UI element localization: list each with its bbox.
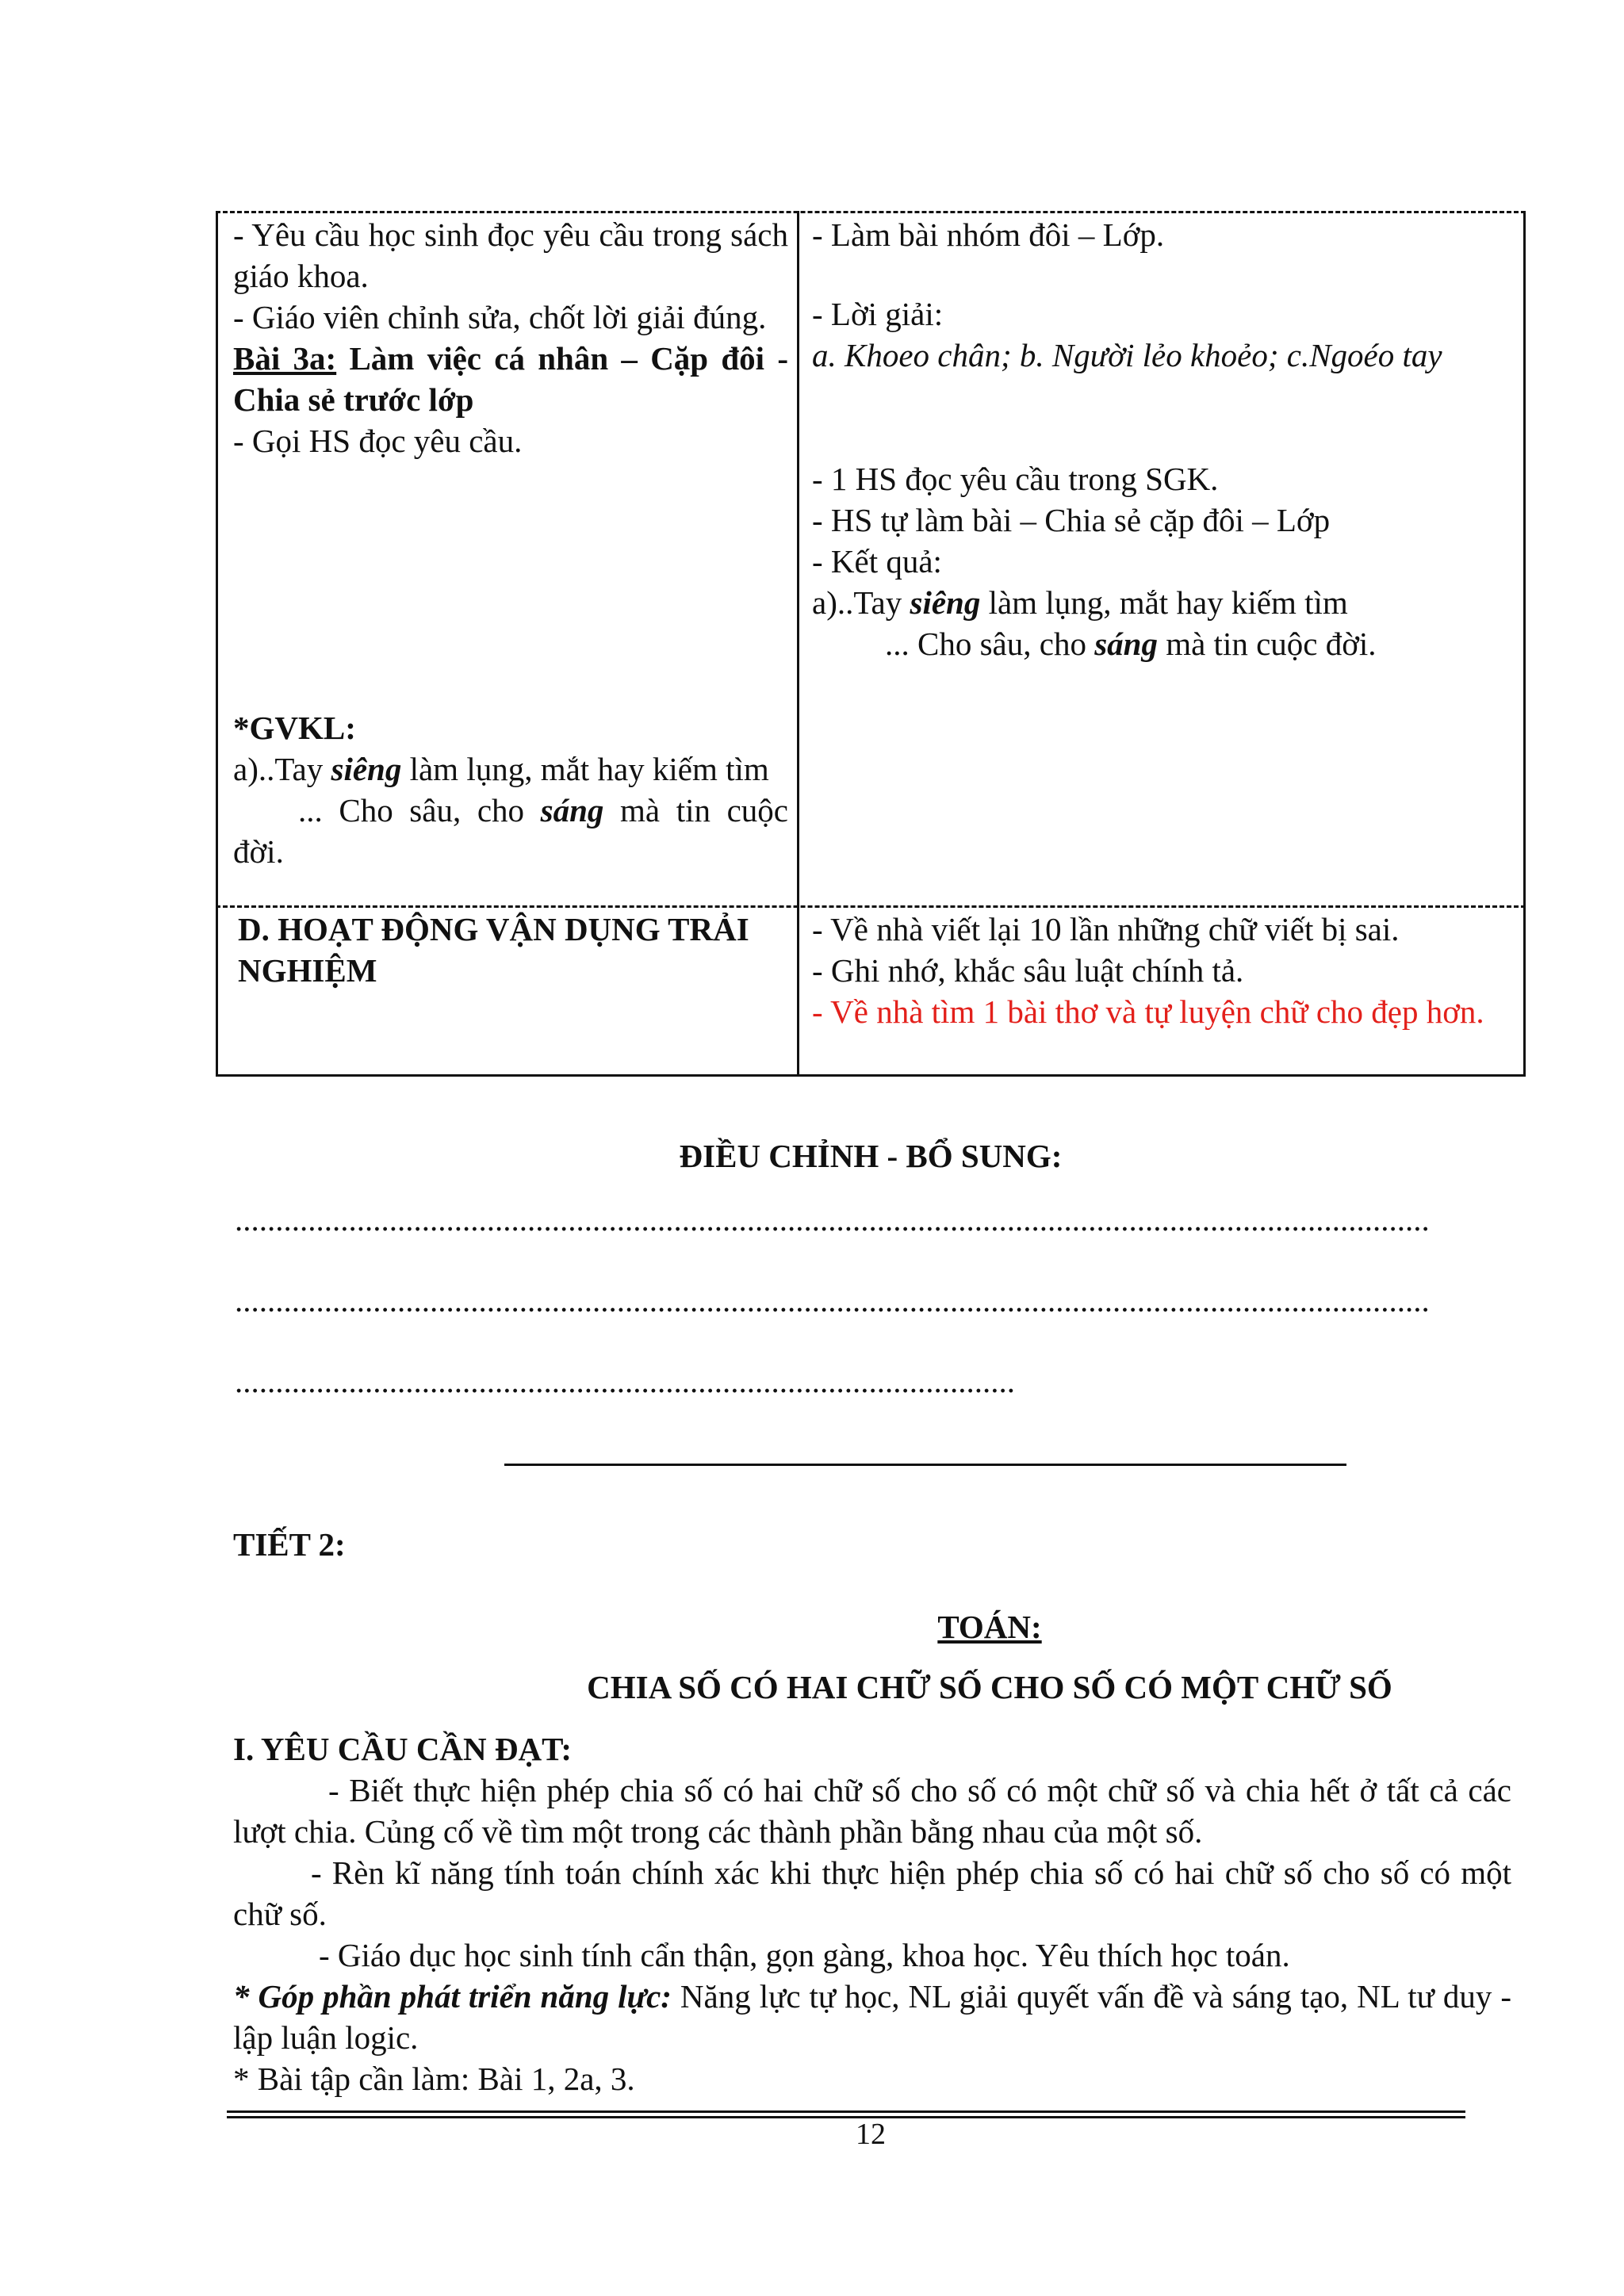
result-line-1 bbox=[812, 582, 1518, 623]
extra-homework-text: - Về nhà tìm 1 bài thơ và tự luyện chữ cho đẹp hơn. bbox=[812, 993, 1484, 1030]
table-column-divider bbox=[797, 211, 799, 1077]
call-student-text: - Gọi HS đọc yêu cầu. bbox=[233, 423, 523, 459]
table-left-border bbox=[216, 211, 218, 1077]
adjustment-heading: ĐIỀU CHỈNH - BỔ SUNG: bbox=[679, 1138, 1063, 1174]
competency-text: Năng lực tự học, NL giải quyết vấn đề và sáng tạo, NL tư duy - lập luận logic. bbox=[233, 1978, 1511, 2056]
objectives-section bbox=[233, 1728, 1511, 2099]
result-text: a)..Tay bbox=[812, 584, 910, 621]
result-text: làm lụng, mắt hay kiếm tìm bbox=[980, 584, 1348, 621]
result-text: mà tin cuộc đời. bbox=[1157, 626, 1377, 662]
row1-left-cell bbox=[233, 214, 788, 461]
gvkl-emphasis: sáng bbox=[540, 792, 604, 828]
answer-text: a. Khoeo chân; b. Người lẻo khoẻo; c.Ngoéo tay bbox=[812, 337, 1442, 373]
objective-1: - Biết thực hiện phép chia số có hai chữ số cho số có một chữ số và chia hết ở tất cả các lượt chia. Củng cố về tìm một trong các thành phần bằng nhau của một số. bbox=[233, 1772, 1511, 1850]
gvkl-line-1 bbox=[233, 748, 788, 790]
page-number: 12 bbox=[856, 2118, 886, 2151]
competency-label: * Góp phần phát triển năng lực: bbox=[233, 1978, 672, 2015]
gvkl-block bbox=[233, 707, 788, 872]
exercise-3a-heading bbox=[233, 338, 788, 420]
period-label: TIẾT 2: bbox=[233, 1526, 346, 1563]
gvkl-text: mà tin cuộc đời. bbox=[233, 792, 788, 870]
section-divider bbox=[504, 1464, 1346, 1466]
dotted-line-1: ................................................................................................................................................... bbox=[235, 1201, 1430, 1238]
objective-3: - Giáo dục học sinh tính cẩn thận, gọn gàng, khoa học. Yêu thích học toán. bbox=[319, 1937, 1290, 1973]
dotted-line-2: ................................................................................................................................................... bbox=[235, 1282, 1430, 1318]
instruction-text: - Yêu cầu học sinh đọc yêu cầu trong sách giáo khoa. bbox=[233, 216, 788, 294]
lesson-title: CHIA SỐ CÓ HAI CHỮ SỐ CHO SỐ CÓ MỘT CHỮ SỐ bbox=[587, 1669, 1392, 1705]
gvkl-text: ... Cho sâu, cho bbox=[298, 792, 541, 828]
gvkl-text: a)..Tay bbox=[233, 751, 331, 787]
table-row-divider bbox=[216, 905, 1526, 908]
self-work-text: - HS tự làm bài – Chia sẻ cặp đôi – Lớp bbox=[812, 502, 1331, 538]
objective-2: - Rèn kĩ năng tính toán chính xác khi thực hiện phép chia số có hai chữ số cho số có một chữ số. bbox=[233, 1854, 1511, 1932]
required-exercises: * Bài tập cần làm: Bài 1, 2a, 3. bbox=[233, 2061, 635, 2097]
competency-paragraph bbox=[233, 1976, 1511, 2058]
remember-text: - Ghi nhớ, khắc sâu luật chính tả. bbox=[812, 952, 1244, 989]
exercise-3a-mode: Làm việc cá nhân – Cặp đôi - Chia sẻ trước lớp bbox=[233, 340, 788, 418]
gvkl-label: *GVKL: bbox=[233, 710, 356, 746]
gvkl-text: làm lụng, mắt hay kiếm tìm bbox=[401, 751, 769, 787]
read-task-text: - 1 HS đọc yêu cầu trong SGK. bbox=[812, 461, 1219, 497]
teacher-correct-text: - Giáo viên chỉnh sửa, chốt lời giải đúng. bbox=[233, 299, 767, 335]
gvkl-line-2 bbox=[233, 790, 788, 872]
pair-work-text: - Làm bài nhóm đôi – Lớp. bbox=[812, 216, 1165, 253]
row2-right-cell bbox=[812, 909, 1518, 1032]
exercise-3a-label: Bài 3a: bbox=[233, 340, 337, 377]
homework-text: - Về nhà viết lại 10 lần những chữ viết bị sai. bbox=[812, 911, 1400, 947]
gvkl-emphasis: siêng bbox=[331, 751, 402, 787]
result-line-2 bbox=[812, 623, 1518, 664]
lesson-table bbox=[216, 211, 1526, 1077]
table-bottom-border bbox=[216, 1074, 1526, 1077]
row1-right-cell bbox=[812, 214, 1518, 664]
result-text: ... Cho sâu, cho bbox=[885, 626, 1095, 662]
subject-title: TOÁN: bbox=[937, 1609, 1042, 1645]
activity-d-heading: D. HOẠT ĐỘNG VẬN DỤNG TRẢI NGHIỆM bbox=[238, 911, 749, 989]
objectives-heading: I. YÊU CẦU CẦN ĐẠT: bbox=[233, 1731, 573, 1767]
dotted-line-3: ................................................................................................ bbox=[235, 1363, 1015, 1399]
result-emphasis: sáng bbox=[1094, 626, 1158, 662]
answer-label: - Lời giải: bbox=[812, 296, 944, 332]
table-top-border bbox=[216, 211, 1526, 213]
result-label: - Kết quả: bbox=[812, 543, 942, 580]
table-right-border bbox=[1523, 211, 1526, 1077]
result-emphasis: siêng bbox=[910, 584, 981, 621]
